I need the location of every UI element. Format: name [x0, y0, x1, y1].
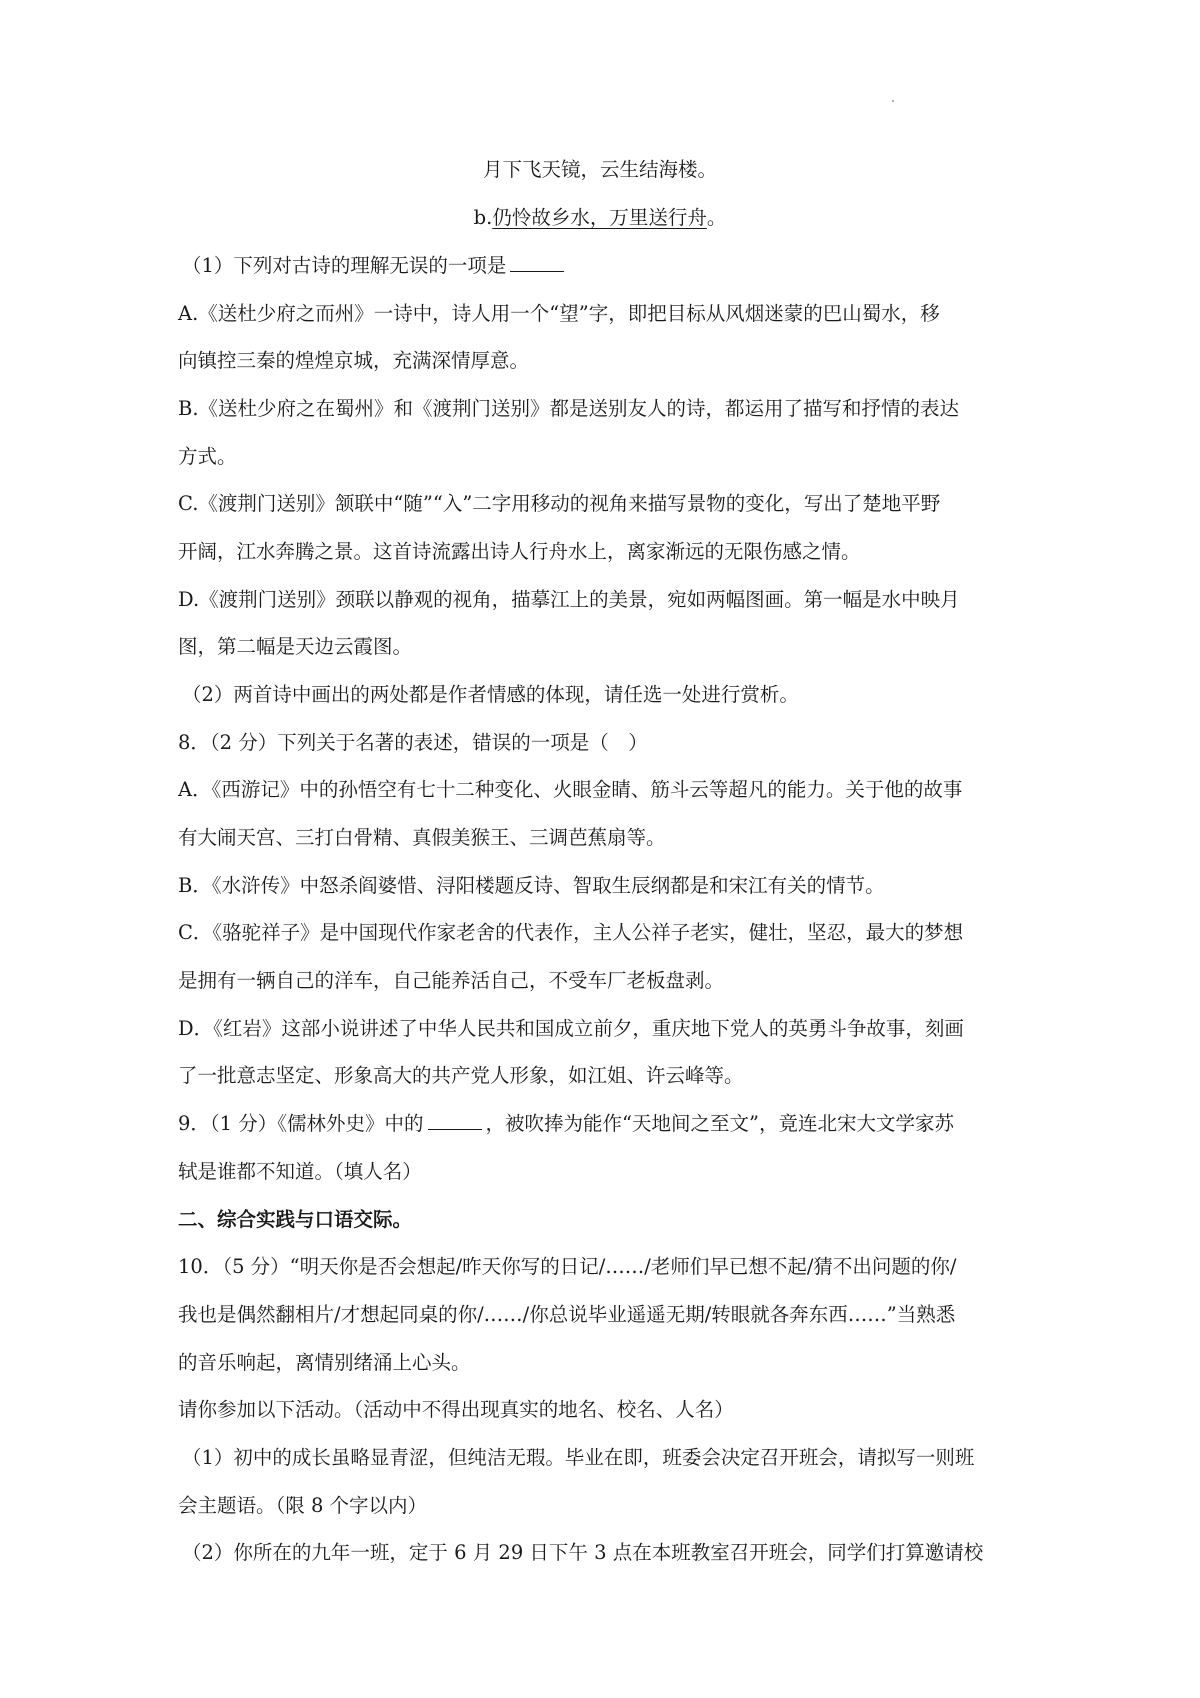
q7-option-c-line2: 开阔，江水奔腾之景。这首诗流露出诗人行舟水上，离家渐远的无限伤感之情。 — [178, 540, 861, 563]
poem-line-1: 月下飞天镜，云生结海楼。 — [482, 158, 717, 181]
q10-stem-line3: 的音乐响起，离情别绪涌上心头。 — [178, 1351, 471, 1374]
q9-line1 — [178, 1110, 1038, 1138]
q7-option-a-line1: A.《送杜少府之而州》一诗中，诗人用一个“望”字，即把目标从风烟迷蒙的巴山蜀水，移 — [178, 302, 940, 325]
q8-option-b-line1: B．《水浒传》中怒杀阎婆惜、浔阳楼题反诗、智取生辰纲都是和宋江有关的情节。 — [178, 874, 885, 897]
q7-option-d-line2: 图，第二幅是天边云霞图。 — [178, 635, 413, 658]
q10-sub1-line2: 会主题语。（限 8 个字以内） — [178, 1494, 428, 1517]
q8-option-d-line1: D．《红岩》这部小说讲述了中华人民共和国成立前夕，重庆地下党人的英勇斗争故事，刻画 — [178, 1017, 964, 1040]
q7-sub2: （2）两首诗中画出的两处都是作者情感的体现，请任选一处进行赏析。 — [182, 683, 799, 706]
q7-option-c-line1: C.《渡荆门送别》颔联中“随”“入”二字用移动的视角来描写景物的变化，写出了楚地平野 — [178, 492, 941, 515]
q9-line2: 轼是谁都不知道。（填人名） — [178, 1160, 422, 1183]
q9-pre: 9．（1 分）《儒林外史》中的 — [178, 1112, 424, 1135]
q8-option-a-line1: A．《西游记》中的孙悟空有七十二种变化、火眼金睛、筋斗云等超凡的能力。关于他的故事 — [178, 778, 963, 801]
q10-sub1-line1: （1）初中的成长虽略显青涩，但纯洁无瑕。毕业在即，班委会决定召开班会，请拟写一则班 — [182, 1446, 975, 1469]
q9-post: ，被吹捧为能作“天地间之至文”，竟连北宋大文学家苏 — [485, 1112, 954, 1135]
q7-option-b-line2: 方式。 — [178, 445, 237, 468]
poem-line-2-suffix: 。 — [706, 206, 727, 229]
q10-stem-line1: 10．（5 分）“明天你是否会想起/昨天你写的日记/……/老师们早已想不起/猜不出问题的你/ — [178, 1255, 957, 1278]
q10-instruction: 请你参加以下活动。（活动中不得出现真实的地名、校名、人名） — [178, 1398, 734, 1421]
q8-option-d-line2: 了一批意志坚定、形象高大的共产党人形象，如江姐、许云峰等。 — [178, 1064, 744, 1087]
q7-sub1 — [182, 252, 1042, 280]
poem-line-2-underlined: 仍怜故乡水，万里送行舟 — [492, 206, 707, 229]
q10-stem-line2: 我也是偶然翻相片/才想起同桌的你/……/你总说毕业遥遥无期/转眼就各奔东西……”当熟悉 — [178, 1303, 956, 1326]
q7-sub1-text: （1）下列对古诗的理解无误的一项是 — [182, 254, 507, 277]
q8-option-a-line2: 有大闹天宫、三打白骨精、真假美猴王、三调芭蕉扇等。 — [178, 826, 666, 849]
poem-line-2-prefix: b. — [473, 206, 493, 229]
q7-option-b-line1: B.《送杜少府之在蜀州》和《渡荆门送别》都是送别友人的诗，都运用了描写和抒情的表达 — [178, 397, 960, 420]
q7-option-a-line2: 向镇控三秦的煌煌京城，充满深情厚意。 — [178, 349, 530, 372]
q8-option-c-line2: 是拥有一辆自己的洋车，自己能养活自己，不受车厂老板盘剥。 — [178, 969, 725, 992]
q10-sub2-line1: （2）你所在的九年一班，定于 6 月 29 日下午 3 点在本班教室召开班会，同学们打算邀请校 — [182, 1541, 984, 1564]
q8-stem: 8．（2 分）下列关于名著的表述，错误的一项是（ ） — [178, 731, 648, 754]
scan-speck — [892, 100, 894, 102]
q9-answer-blank[interactable] — [428, 1111, 482, 1130]
section-2-title: 二、综合实践与口语交际。 — [178, 1208, 413, 1231]
q7-option-d-line1: D.《渡荆门送别》颈联以静观的视角，描摹江上的美景，宛如两幅图画。第一幅是水中映月 — [178, 588, 960, 611]
q8-option-c-line1: C．《骆驼祥子》是中国现代作家老舍的代表作，主人公祥子老实，健壮，坚忍，最大的梦想 — [178, 921, 964, 944]
q7-answer-blank[interactable] — [510, 253, 564, 272]
poem-line-2 — [0, 204, 1200, 232]
